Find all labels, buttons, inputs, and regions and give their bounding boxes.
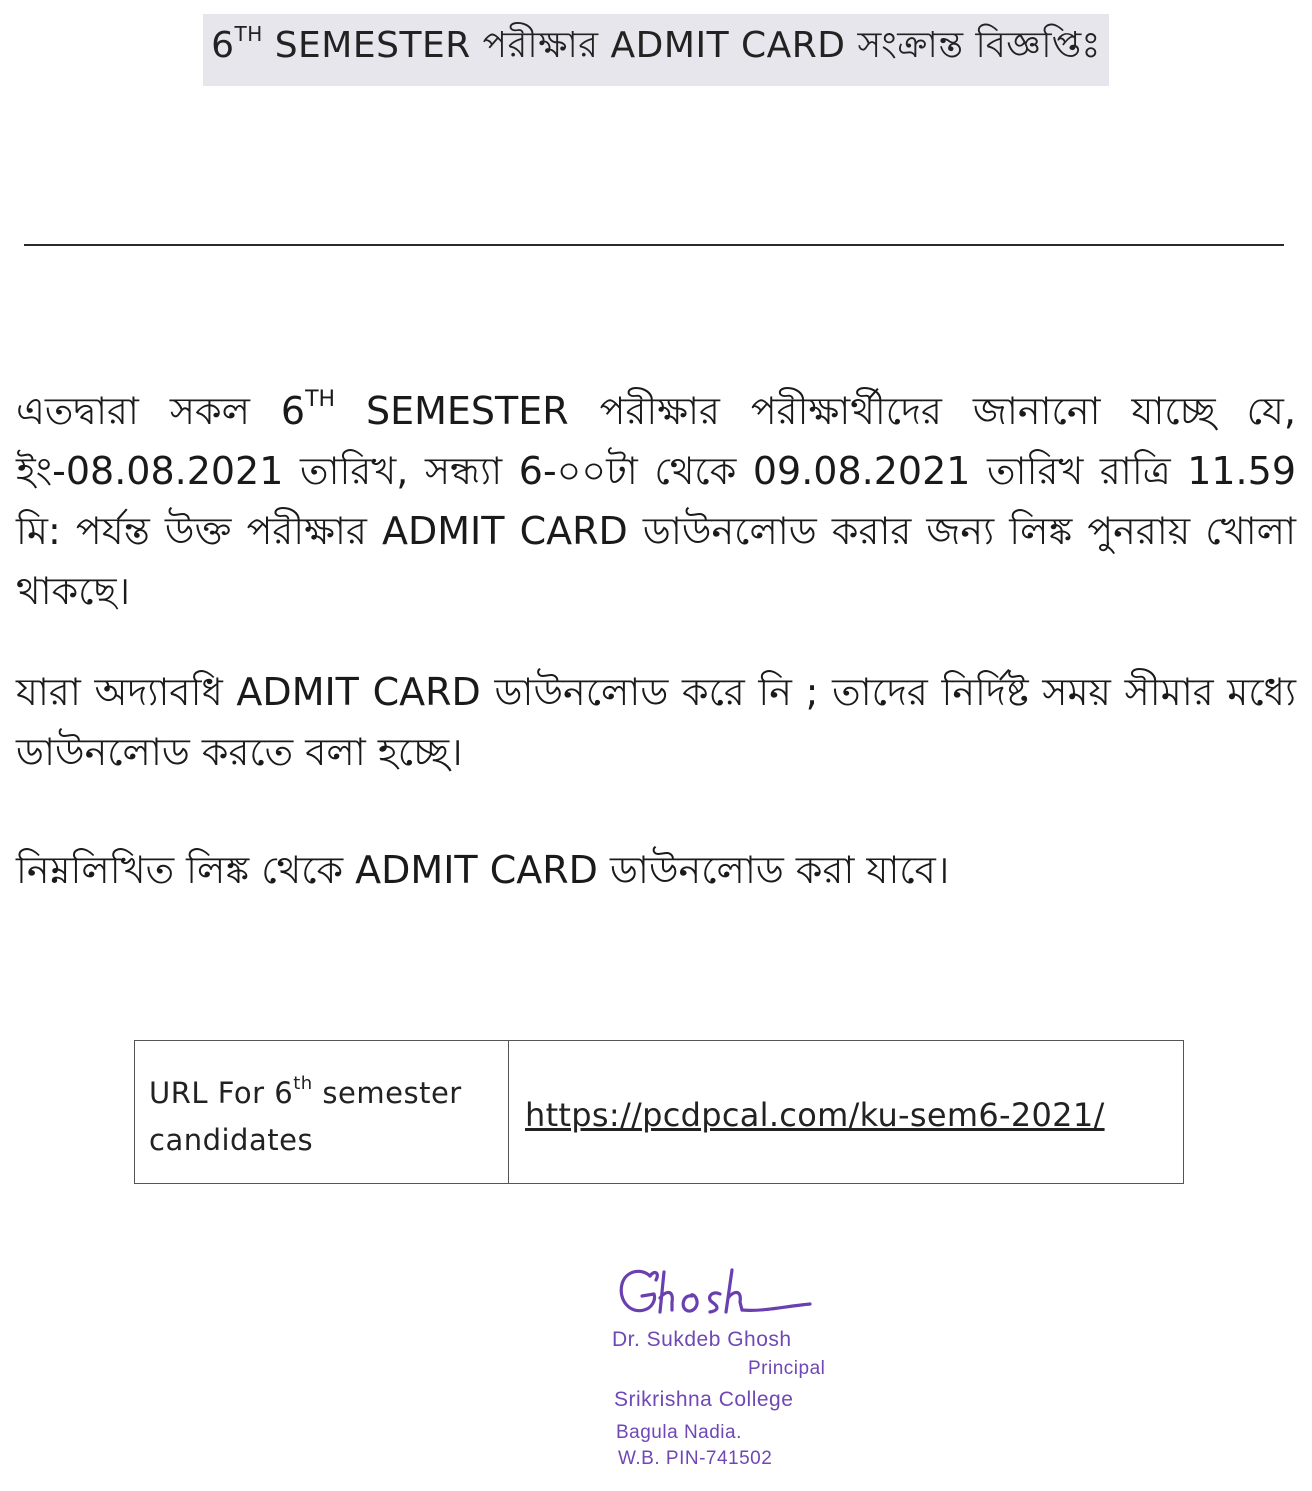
- notice-paragraph-schedule: [16, 370, 1296, 621]
- stamp-pin: W.B. PIN-741502: [618, 1448, 773, 1469]
- paragraph1-lead: এতদ্বারা সকল 6: [16, 389, 306, 433]
- admit-card-download-link[interactable]: https://pcdpcal.com/ku-sem6-2021/: [525, 1095, 1105, 1134]
- principal-stamp: [600, 1262, 860, 1482]
- horizontal-divider: [24, 244, 1284, 246]
- stamp-designation: Principal: [748, 1358, 826, 1379]
- notice-title: [203, 14, 1109, 86]
- stamp-college: Srikrishna College: [614, 1388, 794, 1411]
- url-label-cell: [135, 1041, 509, 1184]
- handwritten-signature: [612, 1262, 812, 1326]
- stamp-location: Bagula Nadia.: [616, 1422, 742, 1443]
- notice-paragraph-link-info: নিম্নলিখিত লিঙ্ক থেকে ADMIT CARD ডাউনলোড করা যাবে।: [16, 848, 950, 892]
- url-label-lead: URL For 6: [149, 1076, 294, 1110]
- title-text: SEMESTER পরীক্ষার ADMIT CARD সংক্রান্ত বিজ্ঞপ্তিঃ: [262, 25, 1101, 66]
- url-value-cell: [509, 1041, 1184, 1184]
- stamp-name: Dr. Sukdeb Ghosh: [612, 1328, 792, 1351]
- title-superscript: TH: [234, 22, 263, 46]
- url-table-row: [135, 1041, 1184, 1184]
- title-number: 6: [211, 25, 235, 66]
- paragraph1-superscript: TH: [305, 387, 336, 412]
- url-table: [134, 1040, 1184, 1184]
- url-label-rest: semester candidates: [149, 1076, 462, 1157]
- notice-paragraph-instruction: যারা অদ্যাবধি ADMIT CARD ডাউনলোড করে নি ; তাদের নির্দিষ্ট সময় সীমার মধ্যে ডাউনলোড করতে বলা হচ্ছে।: [16, 670, 1296, 774]
- url-label-superscript: th: [293, 1073, 313, 1094]
- notice-header: [0, 14, 1312, 86]
- paragraph1-text: SEMESTER পরীক্ষার পরীক্ষার্থীদের জানানো যাচ্ছে যে, ইং-08.08.2021 তারিখ, সন্ধ্যা 6-০০টা থেকে 09.08.2021 তারিখ রাত্রি 11.59 মি: পর্যন্ত উক্ত পরীক্ষার ADMIT CARD ডাউনলোড করার জন্য লিঙ্ক পুনরায় খোলা থাকছে।: [16, 389, 1296, 613]
